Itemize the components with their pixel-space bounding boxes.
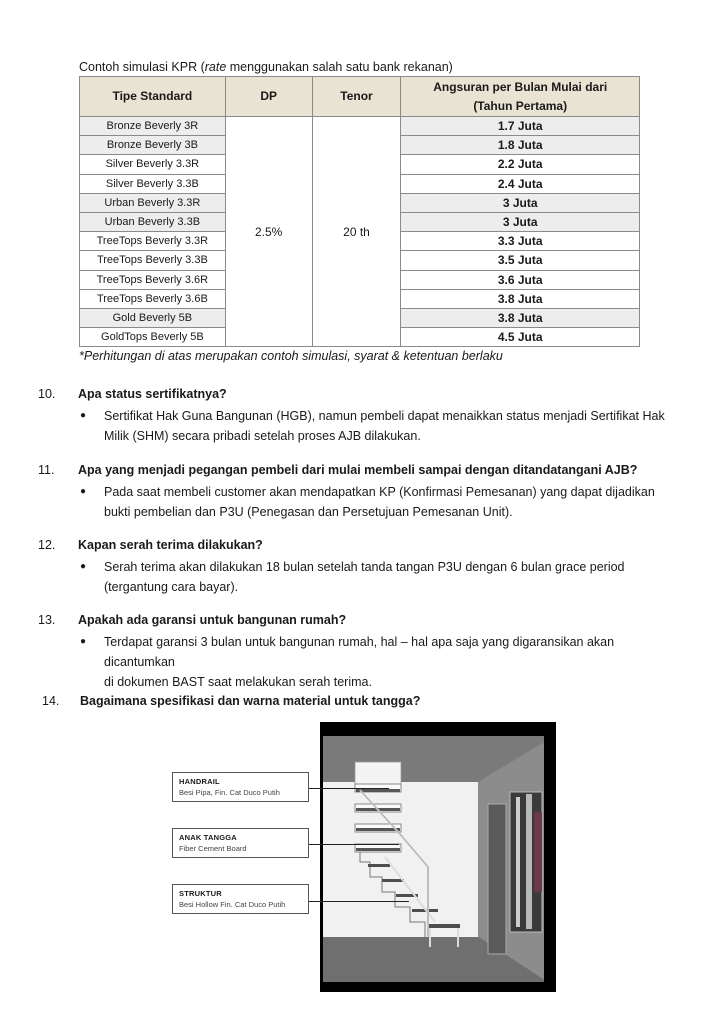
cell-type: Silver Beverly 3.3R [80,155,226,174]
cell-angsuran: 4.5 Juta [401,328,640,347]
header-angsuran-line1: Angsuran per Bulan Mulai dari [433,79,608,94]
answer-line: Sertifikat Hak Guna Bangunan (HGB), namun pembeli dapat menaikkan status menjadi Sertifikat Hak [104,409,665,423]
label-title: HANDRAIL [179,777,220,786]
faq-answer [104,557,684,597]
label-struktur [172,884,309,914]
cell-type: TreeTops Beverly 3.6R [80,270,226,289]
answer-line: Terdapat garansi 3 bulan untuk bangunan rumah, hal – hal apa saja yang digaransikan akan dicantumkan [104,635,615,669]
cell-angsuran: 2.2 Juta [401,155,640,174]
header-tipe-standard: Tipe Standard [80,77,226,117]
bullet-icon: ● [80,561,87,572]
cell-angsuran: 3 Juta [401,193,640,212]
table-caption [79,60,453,74]
cell-type: TreeTops Beverly 3.6B [80,289,226,308]
cell-dp: 2.5% [225,117,312,347]
cell-angsuran: 3.8 Juta [401,308,640,327]
table-row [80,117,640,136]
answer-line: bukti pembelian dan P3U (Penegasan dan Persetujuan Pemesanan Unit). [104,505,513,519]
leader-line [309,901,409,902]
faq-number: 12. [38,538,56,552]
cell-type: Urban Beverly 3.3R [80,193,226,212]
faq-answer [104,482,684,522]
answer-line: Serah terima akan dilakukan 18 bulan setelah tanda tangan P3U dengan 6 bulan grace period [104,560,625,574]
faq-number: 11. [38,463,55,477]
bullet-icon: ● [80,410,87,421]
cell-type: TreeTops Beverly 3.3B [80,251,226,270]
label-subtitle: Besi Pipa, Fin. Cat Duco Putih [179,788,280,797]
caption-italic: rate [204,60,227,74]
cell-angsuran: 3.8 Juta [401,289,640,308]
cell-type: Urban Beverly 3.3B [80,212,226,231]
bullet-icon: ● [80,636,87,647]
cell-type: Bronze Beverly 3R [80,117,226,136]
staircase-render-icon [320,722,556,992]
cell-type: TreeTops Beverly 3.3R [80,232,226,251]
cell-angsuran: 3.3 Juta [401,232,640,251]
bullet-icon: ● [80,486,87,497]
faq-number: 14. [42,694,60,708]
label-subtitle: Fiber Cement Board [179,844,247,853]
label-handrail [172,772,309,802]
cell-angsuran: 3 Juta [401,212,640,231]
cell-type: Bronze Beverly 3B [80,136,226,155]
label-title: STRUKTUR [179,889,222,898]
staircase-illustration [320,722,556,992]
answer-line: (tergantung cara bayar). [104,580,239,594]
leader-line [309,788,389,789]
answer-line: di dokumen BAST saat melakukan serah terima. [104,675,372,689]
faq-number: 13. [38,613,56,627]
table-footnote: *Perhitungan di atas merupakan contoh simulasi, syarat & ketentuan berlaku [79,349,503,363]
header-angsuran-line2: (Tahun Pertama) [473,98,568,113]
cell-angsuran: 1.8 Juta [401,136,640,155]
faq-question: Apakah ada garansi untuk bangunan rumah? [78,613,347,627]
faq-answer [104,406,684,446]
faq-number: 10. [38,387,56,401]
label-anak-tangga [172,828,309,858]
cell-type: GoldTops Beverly 5B [80,328,226,347]
cell-angsuran: 2.4 Juta [401,174,640,193]
table-header-row [80,77,640,117]
cell-tenor: 20 th [312,117,401,347]
caption-prefix: Contoh simulasi KPR ( [79,60,205,74]
header-tenor: Tenor [312,77,401,117]
answer-line: Milik (SHM) secara pribadi setelah proses AJB dilakukan. [104,429,421,443]
faq-question: Kapan serah terima dilakukan? [78,538,263,552]
cell-angsuran: 3.5 Juta [401,251,640,270]
header-dp: DP [225,77,312,117]
cell-type: Silver Beverly 3.3B [80,174,226,193]
label-title: ANAK TANGGA [179,833,237,842]
faq-answer [104,632,684,692]
faq-question: Apa status sertifikatnya? [78,387,227,401]
caption-suffix: menggunakan salah satu bank rekanan) [226,60,453,74]
cell-angsuran: 3.6 Juta [401,270,640,289]
faq-question: Bagaimana spesifikasi dan warna material untuk tangga? [80,694,421,708]
cell-type: Gold Beverly 5B [80,308,226,327]
label-subtitle: Besi Hollow Fin. Cat Duco Putih [179,900,286,909]
cell-angsuran: 1.7 Juta [401,117,640,136]
leader-line [309,844,399,845]
faq-question: Apa yang menjadi pegangan pembeli dari mulai membeli sampai dengan ditandatangani AJB? [78,463,638,477]
answer-line: Pada saat membeli customer akan mendapatkan KP (Konfirmasi Pemesanan) yang dapat dijadikan [104,485,655,499]
header-angsuran [401,77,640,117]
kpr-simulation-table [79,76,640,347]
